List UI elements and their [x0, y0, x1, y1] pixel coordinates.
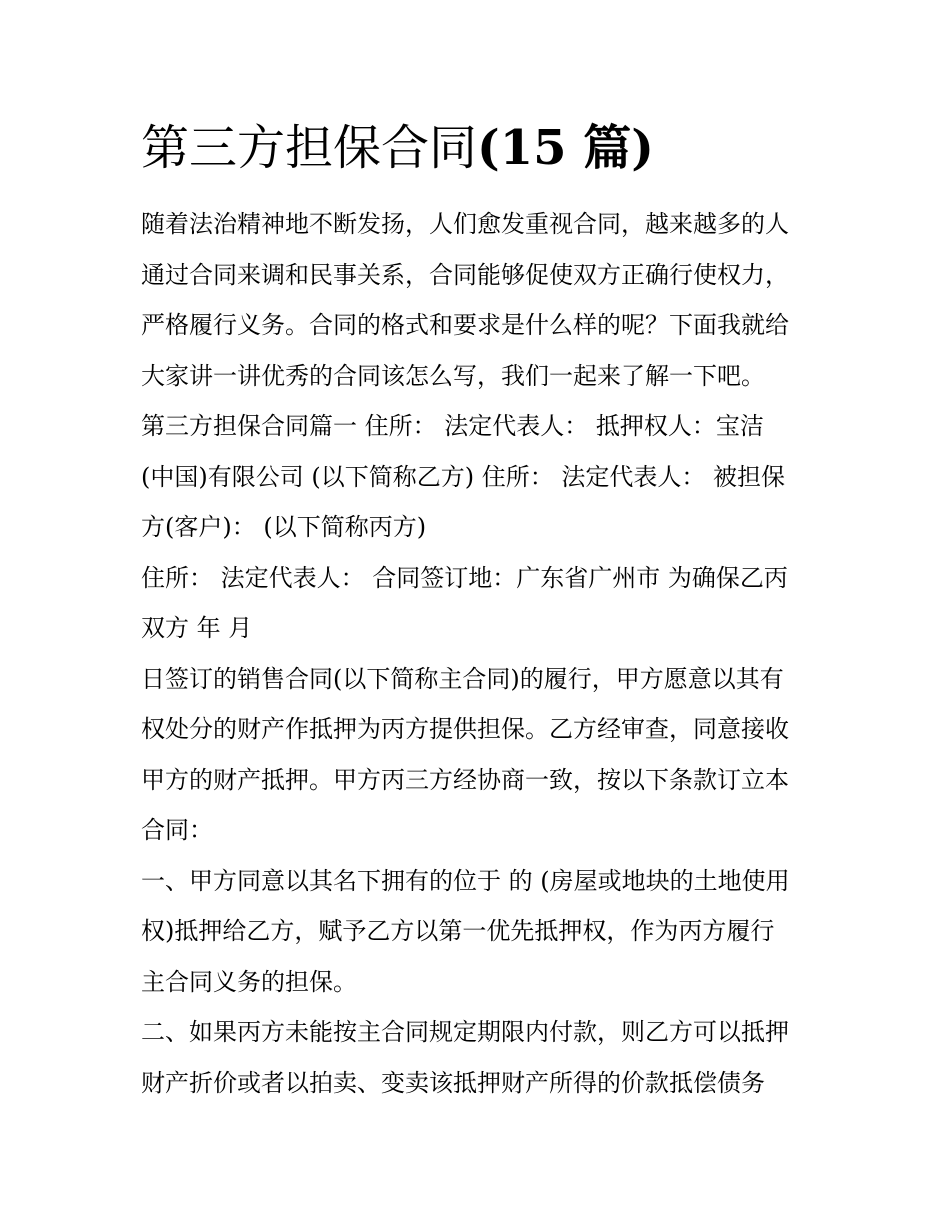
text-line-1: 随着法治精神地不断发扬，人们愈发重视合同，越来越多的人 — [141, 210, 789, 238]
document-title — [141, 112, 821, 184]
document-title-suffix: (15 篇) — [477, 120, 654, 176]
document-content — [141, 112, 821, 1108]
text-line-17: 二、如果丙方未能按主合同规定期限内付款，则乙方可以抵押 — [141, 1018, 789, 1046]
text-line-12: 甲方的财产抵押。甲方丙三方经协商一致，按以下条款订立本 — [141, 765, 789, 794]
text-line-16: 主合同义务的担保。 — [141, 967, 357, 996]
text-line-6: (中国)有限公司 (以下简称乙方) 住所： 法定代表人： 被担保 — [141, 462, 785, 491]
text-line-2: 通过合同来调和民事关系，合同能够促使双方正确行使权力， — [141, 260, 789, 289]
text-line-3: 严格履行义务。合同的格式和要求是什么样的呢？下面我就给 — [141, 311, 789, 339]
text-line-4: 大家讲一讲优秀的合同该怎么写，我们一起来了解一下吧。 — [141, 361, 765, 390]
text-line-15: 权)抵押给乙方，赋予乙方以第一优先抵押权，作为丙方履行 — [141, 917, 775, 945]
text-line-9: 双方 年 月 — [141, 614, 253, 642]
text-line-7: 方(客户)： (以下简称丙方) — [141, 513, 427, 541]
text-line-8: 住所： 法定代表人： 合同签订地：广东省广州市 为确保乙丙 — [141, 563, 788, 592]
text-line-11: 权处分的财产作抵押为丙方提供担保。乙方经审查，同意接收 — [141, 715, 789, 743]
document-title-main: 第三方担保合同 — [141, 120, 478, 176]
text-line-13: 合同： — [141, 816, 213, 844]
text-line-14: 一、甲方同意以其名下拥有的位于 的 (房屋或地块的土地使用 — [141, 866, 790, 895]
text-line-10: 日签订的销售合同(以下简称主合同)的履行，甲方愿意以其有 — [141, 664, 784, 693]
text-line-18: 财产折价或者以拍卖、变卖该抵押财产所得的价款抵偿债务 — [141, 1068, 765, 1097]
text-line-5: 第三方担保合同篇一 住所： 法定代表人： 抵押权人：宝洁 — [141, 412, 764, 440]
